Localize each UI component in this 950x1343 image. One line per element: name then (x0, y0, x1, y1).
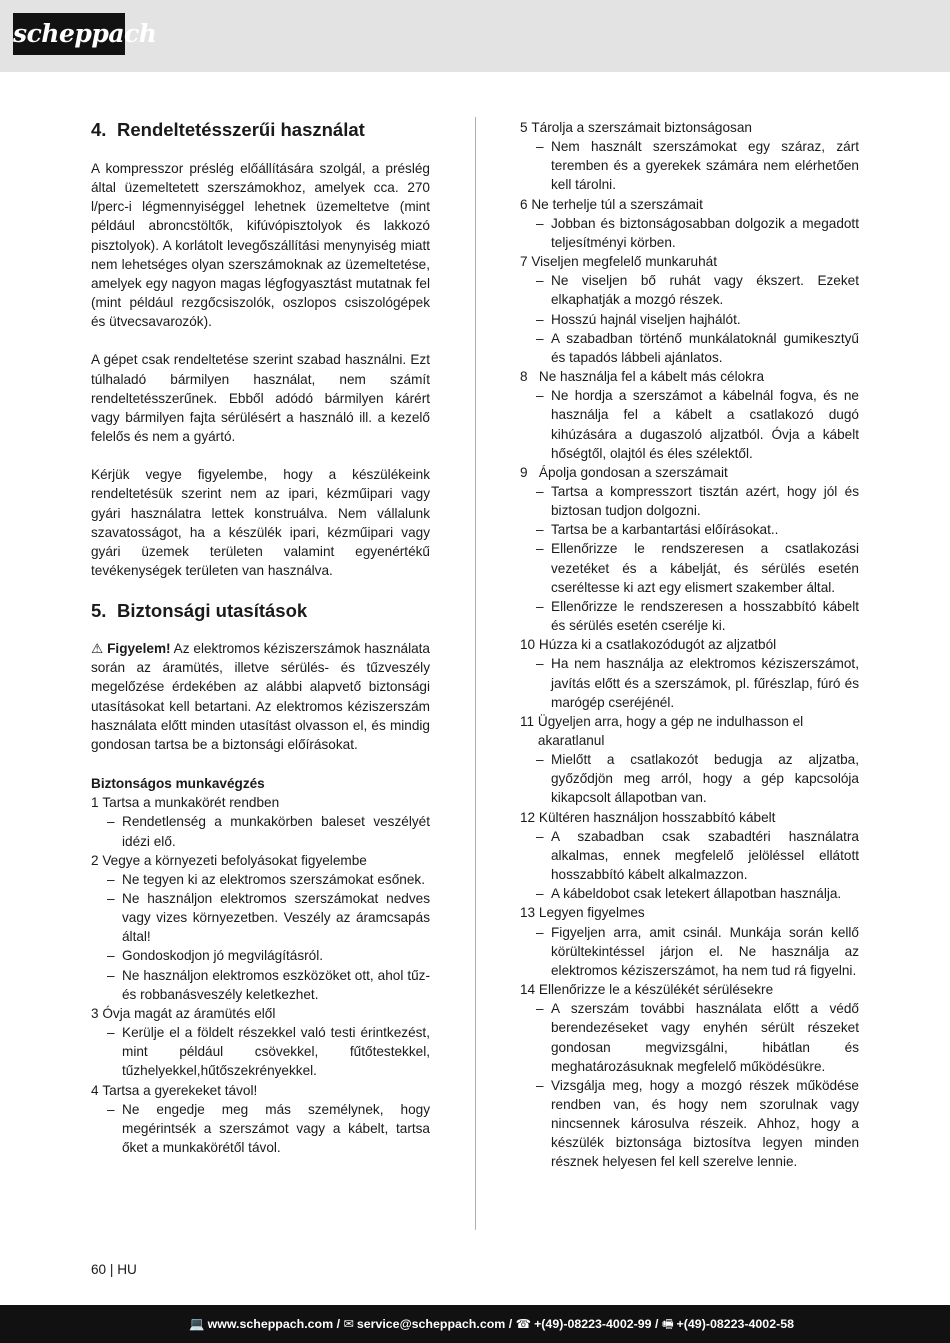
safety-item-title: Viseljen megfelelő munkaruhát (531, 254, 717, 270)
safety-subitem (520, 1076, 859, 1172)
safety-subitem (520, 827, 859, 884)
safety-subitem-text: Gondoskodjon jó megvilágításról. (122, 948, 323, 964)
safety-item (520, 980, 859, 999)
dash-bullet: – (536, 924, 544, 940)
section-4-paragraph: A kompresszor préslég előállítására szolgál, a préslég által üzemeltetett szerszámokhoz, amelyek cca. 270 l/perc-i légmennyiséggel lehetnek üzemeltetve (mint például abroncstöltők, kifúvópisztolyok és lakkozó pisztolyok). A korlátolt levegőszállítási menynyiség miatt nem lehetséges olyan szerszámoknak az üzemeltetése, amelyek egy nagyon magas légfogyasztást mutatnak fel (mint például rezgőcsiszolók, oszlopos csiszológépek és ütvecsavarozók). (91, 161, 430, 330)
safety-item (91, 1004, 430, 1023)
safety-subitem (520, 884, 859, 903)
safety-subitem (520, 386, 859, 463)
safety-item-number: 9 (520, 464, 539, 480)
safety-subitem-text: Tartsa be a karbantartási előírásokat.. (551, 522, 779, 538)
left-column (91, 118, 430, 1157)
safety-item (520, 118, 859, 137)
safety-subitem-text: Ne használjon elektromos szerszámokat nedves vagy vizes környezetben. Veszély az áramcsapás által! (122, 891, 430, 945)
section-4-number: 4. (91, 119, 107, 140)
safety-subitem (520, 271, 859, 309)
safety-subitem-text: A kábeldobot csak letekert állapotban használja. (551, 886, 842, 902)
scheppach-logo: scheppach (13, 13, 125, 55)
safety-subitem (91, 889, 430, 946)
mail-icon: ✉ (343, 1317, 354, 1331)
safety-item (91, 793, 430, 812)
dash-bullet: – (536, 483, 544, 499)
safety-subitem-text: Ne viseljen bő ruhát vagy ékszert. Ezeket elkaphatják a mozgó részek. (551, 273, 859, 308)
safety-item (520, 712, 859, 750)
footer-bar (0, 1305, 950, 1343)
safety-item (520, 808, 859, 827)
safety-item-number: 8 (520, 369, 539, 385)
safety-item-number: 5 (520, 120, 532, 135)
safety-subitem-text: Ne használjon elektromos eszközöket ott, ahol tűz- és robbanásveszély keletkezhet. (122, 967, 430, 1002)
section-5-number: 5. (91, 600, 107, 622)
safety-item-title: Tartsa a gyerekeket távol! (102, 1082, 258, 1098)
safety-item-number: 12 (520, 809, 539, 825)
dash-bullet: – (107, 1025, 115, 1041)
warning-text: Az elektromos kéziszerszámok használata során az áramütés, illetve sérülés- és tűzveszély megelőzése érdekében az alábbi alapvető biztonsági utasításokat kell betartani. Az elektromos kéziszerszám használata előtt minden utasítást olvasson el, és mindig gondosan tartsa be a biztonsági előírásokat. (91, 641, 430, 752)
dash-bullet: – (536, 139, 544, 155)
safety-subitem (91, 870, 430, 889)
safety-item-title: Óvja magát az áramütés elől (102, 1005, 276, 1021)
safety-item-title: Ápolja gondosan a szerszámait (538, 464, 728, 480)
footer-phone: +(49)-08223-4002-99 (534, 1317, 652, 1331)
safety-item (520, 903, 859, 922)
section-5-title: Biztonsági utasítások (117, 600, 308, 622)
safety-subitem (91, 946, 430, 965)
footer-fax: +(49)-08223-4002-58 (676, 1317, 794, 1331)
dash-bullet: – (536, 1077, 544, 1093)
safety-item-number: 2 (91, 852, 103, 868)
phone-icon: ☎ (515, 1317, 532, 1331)
column-divider (475, 117, 476, 1230)
dash-bullet: – (536, 752, 544, 768)
footer-separator: / (333, 1317, 344, 1331)
safety-subitem (520, 214, 859, 252)
safety-item-title: Ne terhelje túl a szerszámait (531, 196, 703, 212)
safety-item-title: Húzza ki a csatlakozódugót az aljzatból (538, 637, 777, 653)
safety-item-number: 4 (91, 1082, 103, 1098)
safety-subitem-text: Ellenőrizze le rendszeresen a csatlakozási vezetéket és a kábelját, és sérülés esetén cseréltesse ki azt egy elismert szakember által. (551, 541, 859, 595)
safety-item-number: 13 (520, 905, 539, 921)
safety-item-title: Vegye a környezeti befolyásokat figyelembe (102, 852, 367, 868)
safety-item-number: 3 (91, 1005, 103, 1021)
page-number: 60 | HU (91, 1262, 137, 1277)
footer-email-link[interactable]: service@scheppach.com (356, 1317, 506, 1331)
dash-bullet: – (536, 388, 544, 404)
safety-subitem (520, 520, 859, 539)
dash-bullet: – (107, 948, 115, 964)
safety-subitem-text: Rendetlenség a munkakörben baleset veszélyét idézi elő. (122, 814, 430, 849)
safety-subitem-text: Figyeljen arra, amit csinál. Munkája során kellő körültekintéssel járjon el. Ne használja az elektromos kéziszerszámot, ha nem tud rá figyelni. (551, 924, 859, 978)
safety-subitem-text: Jobban és biztonságosabban dolgozik a megadott teljesítményi körben. (551, 215, 859, 250)
dash-bullet: – (536, 656, 544, 672)
safety-item (520, 367, 859, 386)
right-safety-list (520, 118, 859, 1172)
warning-paragraph (91, 639, 430, 754)
safety-subitem-text: A szabadban történő munkálatoknál gumikesztyű és tapadós lábbeli ajánlatos. (551, 330, 859, 365)
safety-item-number: 6 (520, 196, 532, 212)
safety-item-title: Legyen figyelmes (538, 905, 645, 921)
section-4-paragraph: Kérjük vegye figyelembe, hogy a készülékeink rendeltetésük szerint nem az ipari, kézműipari vagy gyári használatra lettek konstruálva. Nem vállalunk szavatosságot, ha a készülék ipari, kézműipari vagy gyári üzemek területen valamint egyenértékű tevékenységek területen van használva. (91, 467, 430, 578)
dash-bullet: – (107, 871, 115, 887)
safety-item (520, 252, 859, 271)
safety-subitem (91, 1023, 430, 1080)
safety-subitem (520, 329, 859, 367)
safety-subitem-text: Ellenőrizze le rendszeresen a hosszabbító kábelt és sérülés esetén cserélje ki. (551, 598, 859, 634)
computer-icon: 💻 (189, 1317, 205, 1331)
safety-subitem (520, 310, 859, 329)
safety-subitem-text: Ha nem használja az elektromos kéziszerszámot, javítás előtt és a szerszámok, pl. fűrészlap, fúró és marógép cseréjénél. (551, 656, 859, 710)
dash-bullet: – (536, 886, 544, 902)
safety-item-title: Kültéren használjon hosszabbító kábelt (538, 809, 776, 825)
right-column (520, 118, 859, 1172)
safety-item-title: Tárolja a szerszámait biztonságosan (531, 120, 752, 135)
safety-subitem-text: Ne engedje meg más személynek, hogy megérintsék a szerszámot vagy a kábelt, tartsa őket a munkakörétől távol. (122, 1101, 430, 1156)
dash-bullet: – (536, 598, 544, 614)
safety-subitem (91, 812, 430, 850)
safety-subitem (520, 137, 859, 194)
safety-item-title: Ne használja fel a kábelt más célokra (538, 369, 765, 385)
safety-subitem-text: Nem használt szerszámokat egy száraz, zárt teremben és a gyerekek számára nem elérhetően kell tárolni. (551, 139, 859, 193)
dash-bullet: – (107, 814, 115, 830)
safety-subitem (520, 999, 859, 1076)
safety-subitem-text: A szerszám további használata előtt a védő berendezéseket vagy enyhén sérült részeket gondosan megvizsgálni, hibátlan és meghatározásuknak megfelelő működésükre. (551, 1001, 859, 1074)
safety-subitem-text: Vizsgálja meg, hogy a mozgó részek működése rendben van, és hogy nem szorulnak vagy nincsennek károsulva részeik. Ahhoz, hogy a készülék biztonsága biztosítva legyen minden résznek helyesen fel kell szerelve lennie. (551, 1077, 859, 1170)
safety-subitem (520, 539, 859, 596)
footer-separator: / (651, 1317, 662, 1331)
safety-subitem-text: Mielőtt a csatlakozót bedugja az aljzatba, győződjön meg arról, hogy a gép kapcsolója kikapcsolt állapotban van. (551, 752, 859, 806)
section-4-title: Rendeltetésszerűi használat (117, 119, 365, 140)
dash-bullet: – (536, 1001, 544, 1017)
safety-subitem (520, 923, 859, 980)
warning-triangle-icon: ⚠ (91, 641, 108, 657)
safety-subitem (520, 482, 859, 520)
safety-item-number: 11 (520, 713, 538, 729)
safety-subitem-text: Ne hordja a szerszámot a kábelnál fogva, és ne használja fel a kábelt a csatlakozó dugó kihúzására a dugaszoló aljzatból. Óvja a kábelt hőségtől, olajtól és éles szélektől. (551, 388, 859, 461)
safe-work-subheading: Biztonságos munkavégzés (91, 776, 265, 792)
fax-icon: 🖷 (661, 1317, 674, 1331)
safety-item (91, 1081, 430, 1100)
dash-bullet: – (536, 330, 544, 346)
safety-subitem (91, 1100, 430, 1157)
safety-subitem (91, 966, 430, 1004)
safety-item (520, 463, 859, 482)
dash-bullet: – (107, 1101, 115, 1117)
safety-subitem-text: Kerülje el a földelt részekkel való testi érintkezést, mint például csövekkel, fűtőtestekkel, tűzhelyekkel,hűtőszekrényekkel. (122, 1025, 430, 1079)
section-4-paragraph: A gépet csak rendeltetése szerint szabad használni. Ezt túlhaladó bármilyen használat, nem számít rendeltetésszerűnek. Ebből adódó bármilyen kárért vagy bármilyen fajta sérülésért a használó ill. a kezelő felelős és nem a gyártó. (91, 352, 430, 445)
dash-bullet: – (107, 891, 115, 906)
left-safety-list (91, 793, 430, 1157)
warning-label: Figyelem! (107, 641, 171, 657)
dash-bullet: – (536, 522, 544, 538)
safety-subitem (520, 654, 859, 711)
safety-item-number: 10 (520, 637, 539, 653)
safety-subitem-text: Ne tegyen ki az elektromos szerszámokat esőnek. (122, 871, 425, 887)
safety-subitem-text: Hosszú hajnál viseljen hajhálót. (551, 311, 741, 327)
dash-bullet: – (536, 273, 544, 289)
section-4-heading (91, 118, 430, 142)
dash-bullet: – (536, 311, 544, 327)
dash-bullet: – (536, 215, 544, 231)
safety-item-title: Ellenőrizze le a készülékét sérülésekre (538, 982, 774, 998)
safety-item (91, 851, 430, 870)
safety-item-number: 7 (520, 254, 532, 270)
section-5-heading (91, 599, 430, 623)
safety-item-title: Ügyeljen arra, hogy a gép ne indulhasson el akaratlanul (537, 713, 804, 748)
page-header (0, 0, 950, 72)
safety-item (520, 195, 859, 214)
safety-subitem-text: A szabadban csak szabadtéri használatra alkalmas, ennek megfelelő jelöléssel ellátott hosszabbító kábelt alkalmazzon. (551, 828, 859, 883)
safety-item (520, 635, 859, 654)
dash-bullet: – (107, 967, 115, 983)
safety-item-title: Tartsa a munkakörét rendben (102, 795, 280, 811)
footer-separator: / (505, 1317, 516, 1331)
dash-bullet: – (536, 541, 544, 557)
safety-item-number: 1 (91, 795, 103, 811)
safety-subitem-text: Tartsa a kompresszort tisztán azért, hogy jól és biztosan tudjon dolgozni. (551, 483, 859, 519)
safety-item-number: 14 (520, 982, 539, 998)
footer-website-link[interactable]: www.scheppach.com (207, 1317, 334, 1331)
safety-subitem (520, 750, 859, 807)
safety-subitem (520, 597, 859, 635)
dash-bullet: – (536, 828, 544, 844)
